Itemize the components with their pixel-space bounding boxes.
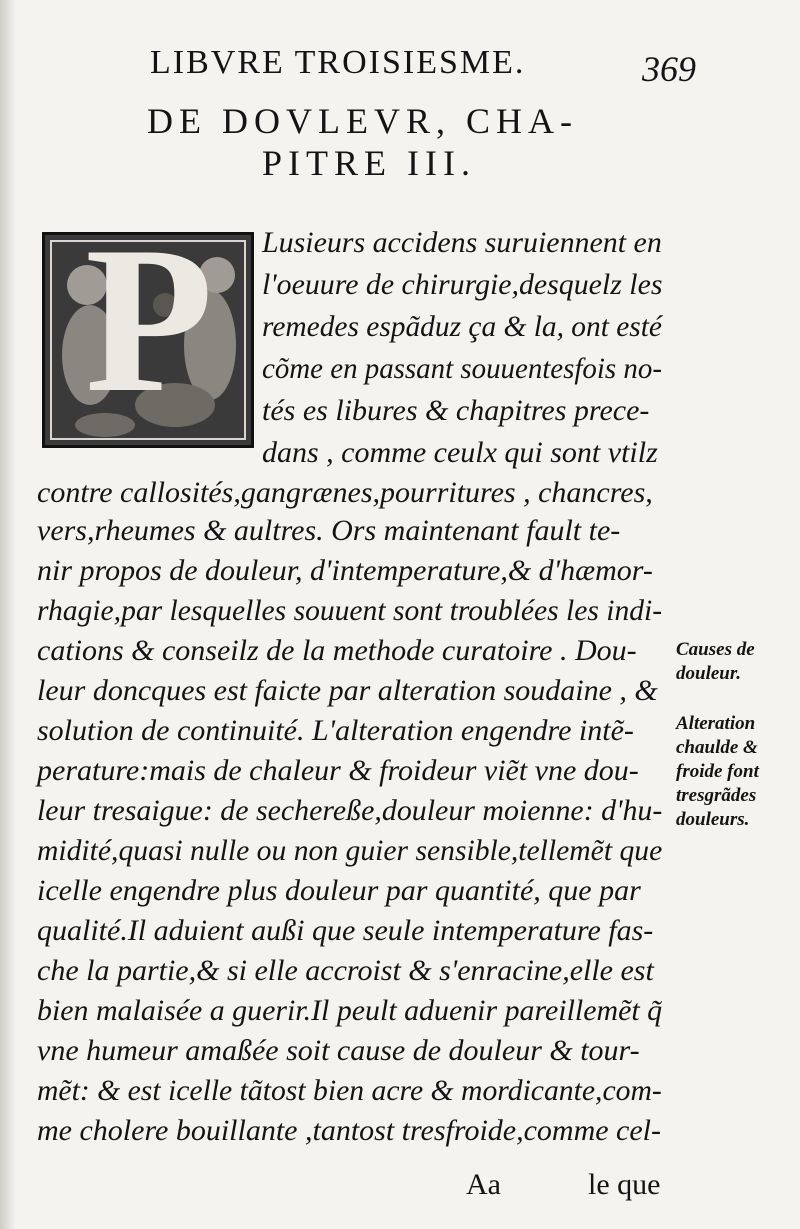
margin-note-line: douleurs. bbox=[676, 809, 750, 830]
text-line: rhagie,par lesquelles souuent sont troublées les indi- bbox=[37, 594, 663, 627]
text-line: tés es libures & chapitres prece- bbox=[262, 394, 650, 427]
text-line: l'oeuure de chirurgie,desquelz les bbox=[262, 268, 663, 301]
text-line: dans , comme ceulx qui sont vtilz bbox=[262, 436, 658, 469]
text-line: me cholere bouillante ,tantost tresfroide,comme cel- bbox=[37, 1114, 662, 1147]
margin-note-line: Alteration bbox=[676, 713, 756, 734]
text-line: bien malaisée a guerir.Il peult aduenir pareillemẽt q̃ bbox=[37, 994, 663, 1027]
margin-note-line: Causes de bbox=[676, 639, 755, 660]
running-title: LIBVRE TROISIESME. bbox=[150, 44, 526, 81]
margin-note-line: tresgrãdes bbox=[676, 785, 757, 806]
drop-cap-letter: P bbox=[85, 204, 214, 436]
catchword: le que bbox=[588, 1168, 661, 1201]
chapter-title-line-2: PITRE III. bbox=[262, 143, 476, 183]
text-line: leur tresaigue: de sechereße,douleur moienne: d'hu- bbox=[37, 794, 663, 827]
signature-mark: Aa bbox=[466, 1168, 501, 1201]
text-line: cations & conseilz de la methode curatoire . Dou- bbox=[37, 634, 637, 667]
chapter-title-line-1: DE DOVLEVR, CHA- bbox=[147, 101, 578, 141]
text-line: vers,rheumes & aultres. Ors maintenant fault te- bbox=[37, 514, 621, 547]
text-line: remedes espãduz ça & la, ont esté bbox=[262, 310, 662, 343]
text-line: contre callosités,gangrænes,pourritures , chancres, bbox=[37, 476, 653, 509]
text-line: icelle engendre plus douleur par quantité, que par bbox=[37, 874, 641, 907]
margin-note-line: chaulde & bbox=[676, 737, 758, 758]
margin-note-line: douleur. bbox=[676, 663, 741, 684]
text-line: qualité.Il aduient außi que seule intemperature fas- bbox=[37, 914, 654, 947]
margin-note-2 bbox=[676, 712, 759, 832]
text-line: Lusieurs accidens suruiennent en bbox=[262, 226, 662, 259]
text-line: vne humeur amaßée soit cause de douleur & tour- bbox=[37, 1034, 640, 1067]
text-line: midité,quasi nulle ou non guier sensible,tellemẽt que bbox=[37, 834, 663, 867]
decorated-initial bbox=[42, 204, 254, 448]
text-line: che la partie,& si elle accroist & s'enracine,elle est bbox=[37, 954, 654, 987]
page-number: 369 bbox=[642, 49, 696, 89]
text-line: perature:mais de chaleur & froideur viẽt vne dou- bbox=[37, 754, 639, 787]
text-line: solution de continuité. L'alteration engendre intẽ- bbox=[37, 714, 634, 747]
text-line: nir propos de douleur, d'intemperature,& d'hæmor- bbox=[37, 554, 653, 587]
margin-note-line: froide font bbox=[676, 761, 759, 782]
text-line: leur doncques est faicte par alteration soudaine , & bbox=[37, 674, 658, 707]
margin-note-1 bbox=[676, 638, 755, 686]
text-line: cõme en passant souuentesfois no- bbox=[262, 352, 662, 385]
text-line: mẽt: & est icelle tãtost bien acre & mordicante,com- bbox=[37, 1074, 662, 1107]
page-gutter-shadow bbox=[0, 0, 16, 1229]
